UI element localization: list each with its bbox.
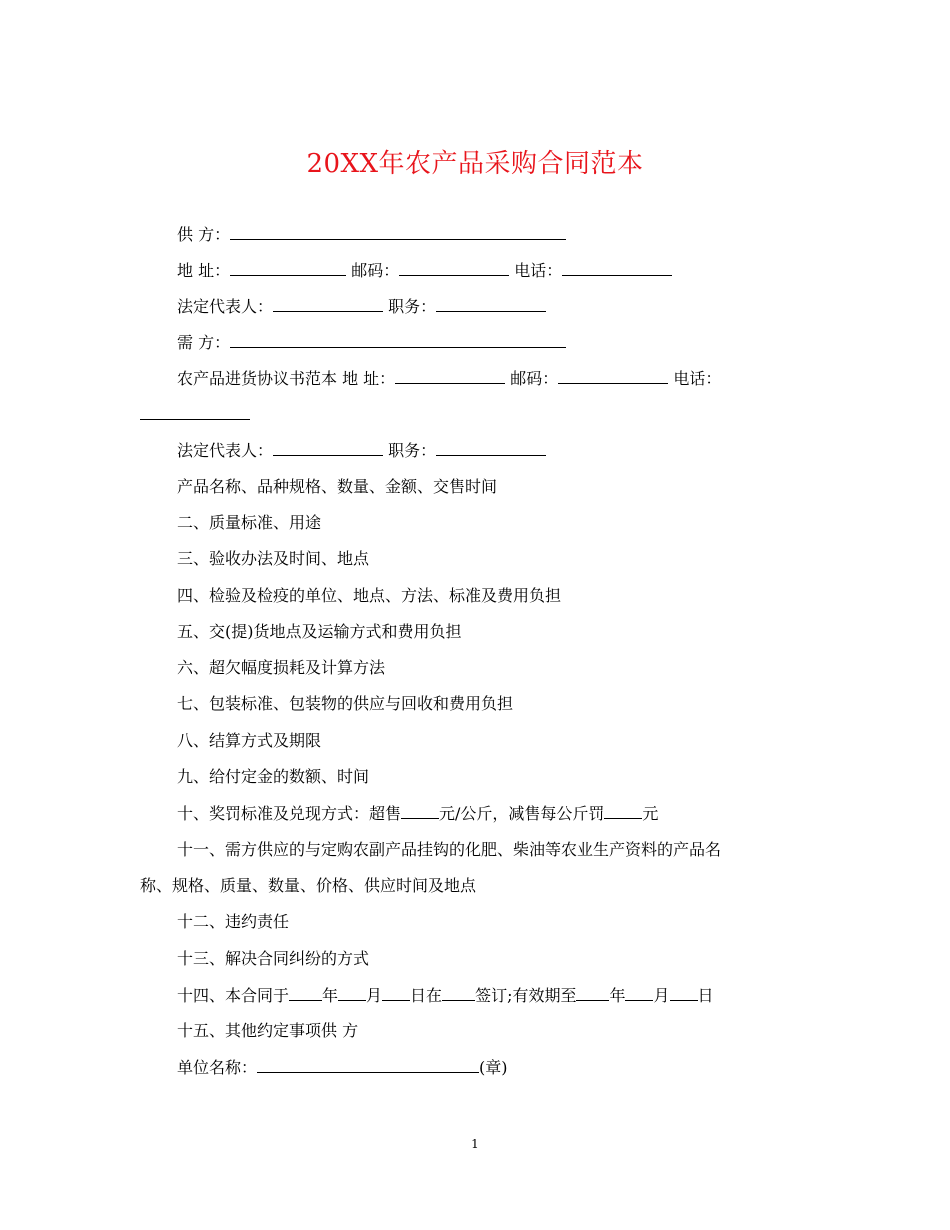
clause-item-15: 十五、其他约定事项供 方: [177, 1021, 359, 1040]
month2-label: 月: [653, 986, 670, 1005]
buyer-position-blank: [436, 440, 546, 456]
supplier-rep-line: [177, 296, 546, 317]
year-label: 年: [322, 986, 339, 1005]
month-blank: [338, 985, 366, 1001]
supplier-line: [177, 224, 566, 245]
buyer-rep-blank: [273, 440, 383, 456]
day-label: 日在: [410, 986, 443, 1005]
clause-10-part-b: 元/公斤，减售每公斤罚: [439, 804, 605, 823]
buyer-rep-label: 法定代表人：: [177, 441, 274, 460]
buyer-address-blank: [395, 368, 505, 384]
clause-item: 六、超欠幅度损耗及计算方法: [177, 658, 386, 677]
supplier-blank: [230, 224, 566, 240]
clause-item: 七、包装标准、包装物的供应与回收和费用负担: [177, 694, 514, 713]
place-blank: [442, 985, 475, 1001]
day2-label: 日: [697, 986, 714, 1005]
postcode-label: 邮码：: [351, 261, 400, 280]
address-label: 地 址：: [177, 261, 231, 280]
buyer-phone-blank: [140, 404, 250, 420]
sign-label: 签订;有效期至: [475, 986, 577, 1005]
phone-blank: [562, 260, 672, 276]
buyer-address-line: [177, 368, 721, 389]
buyer-phone-label: 电话：: [673, 369, 722, 388]
clause-item: 八、结算方式及期限: [177, 731, 322, 750]
position-label: 职务：: [388, 297, 437, 316]
document-title: 20XX年农产品采购合同范本: [306, 149, 644, 179]
clause-item: 产品名称、品种规格、数量、金额、交售时间: [177, 477, 498, 496]
clause-10-part-c: 元: [642, 804, 659, 823]
postcode-blank: [399, 260, 509, 276]
supplier-address-line: [177, 260, 672, 281]
address-blank: [230, 260, 346, 276]
clause-item: 四、检验及检疫的单位、地点、方法、标准及费用负担: [177, 586, 562, 605]
position-blank: [436, 296, 546, 312]
seal-label: (章): [479, 1058, 508, 1077]
buyer-line: [177, 332, 566, 353]
rep-blank: [273, 296, 383, 312]
clause-item-10: [177, 803, 658, 824]
clause-item-12: 十二、违约责任: [177, 912, 290, 931]
month-label: 月: [366, 986, 383, 1005]
buyer-blank: [230, 332, 566, 348]
buyer-label: 需 方：: [177, 333, 231, 352]
clause-item-13: 十三、解决合同纠纷的方式: [177, 949, 370, 968]
month2-blank: [625, 985, 653, 1001]
clause-item: 二、质量标准、用途: [177, 513, 322, 532]
penalty-blank: [604, 803, 642, 819]
buyer-address-label: 农产品进货协议书范本 地 址：: [177, 369, 396, 388]
unit-name-label: 单位名称：: [177, 1058, 258, 1077]
buyer-rep-line: [177, 440, 546, 461]
year2-label: 年: [609, 986, 626, 1005]
clause-item-11-line2: 称、规格、质量、数量、价格、供应时间及地点: [140, 876, 477, 895]
clause-item-14: [177, 985, 714, 1006]
buyer-position-label: 职务：: [388, 441, 437, 460]
clause-14-intro: 十四、本合同于: [177, 986, 290, 1005]
day2-blank: [670, 985, 698, 1001]
rep-label: 法定代表人：: [177, 297, 274, 316]
unit-name-blank: [257, 1057, 479, 1073]
supplier-label: 供 方：: [177, 225, 231, 244]
oversale-blank: [401, 803, 439, 819]
clause-item: 五、交(提)货地点及运输方式和费用负担: [177, 622, 462, 641]
year2-blank: [576, 985, 609, 1001]
unit-name-line: [177, 1057, 508, 1078]
year-blank: [289, 985, 322, 1001]
clause-item: 三、验收办法及时间、地点: [177, 549, 370, 568]
buyer-postcode-label: 邮码：: [510, 369, 559, 388]
clause-10-part-a: 十、奖罚标准及兑现方式：超售: [177, 804, 402, 823]
buyer-phone-continuation: [140, 404, 250, 425]
buyer-postcode-blank: [558, 368, 668, 384]
phone-label: 电话：: [514, 261, 563, 280]
clause-item: 九、给付定金的数额、时间: [177, 767, 370, 786]
clause-item-11-line1: 十一、需方供应的与定购农副产品挂钩的化肥、柴油等农业生产资料的产品名: [177, 840, 722, 859]
page-number: 1: [471, 1137, 479, 1151]
day-blank: [382, 985, 410, 1001]
